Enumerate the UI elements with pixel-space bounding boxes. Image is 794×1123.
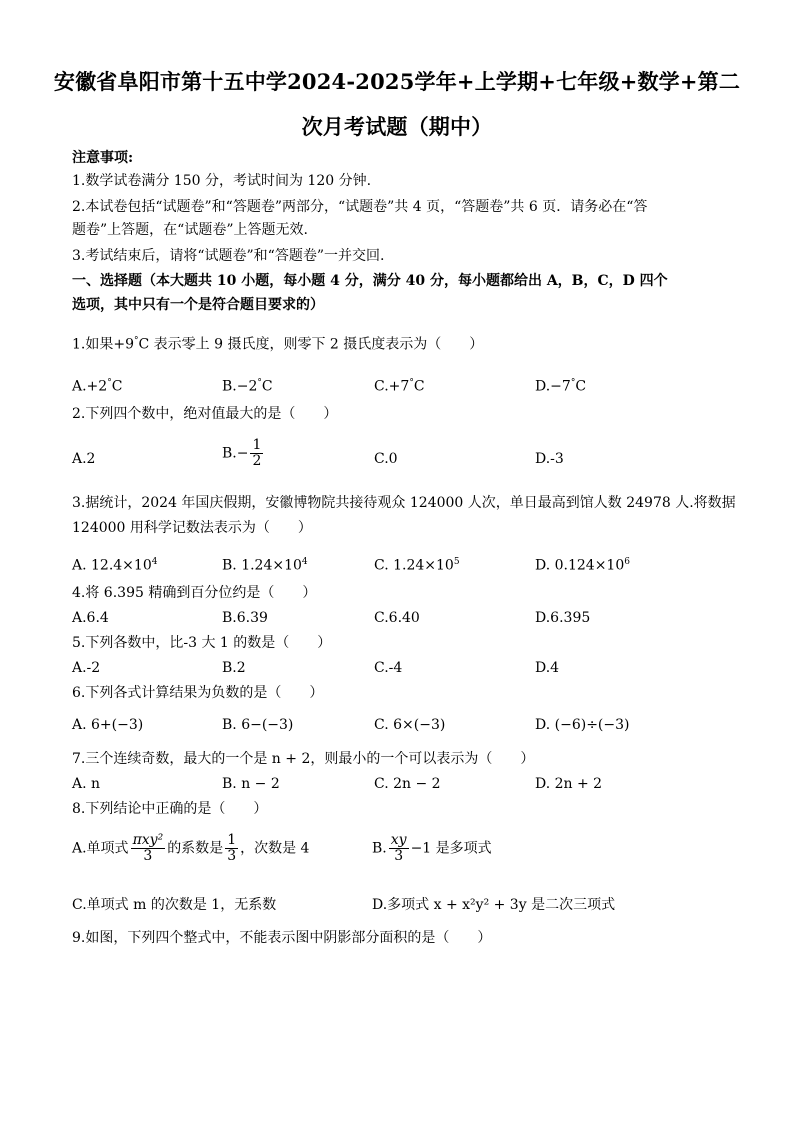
q1-option-b: B.−2°C — [222, 378, 273, 395]
q3-stem-1: 3.据统计，2024 年国庆假期，安徽博物院共接待观众 124000 人次，单日最高到馆人数 24978 人.将数据 — [72, 495, 736, 511]
q6-option-c: C. 6×(−3) — [374, 717, 446, 733]
notice-2: 2.本试卷包括“试题卷”和“答题卷”两部分，“试题卷”共 4 页，“答题卷”共 6 页．请务必在“答 — [72, 199, 648, 215]
q7-option-a: A. n — [72, 776, 101, 792]
q5-stem: 5.下列各数中，比-3 大 1 的数是（ ） — [72, 635, 332, 651]
q3-option-c: C. $1.24\times 10^5$ — [374, 557, 460, 574]
q9-stem: 9.如图，下列四个整式中，不能表示图中阴影部分面积的是（ ） — [72, 930, 492, 946]
notice-1: 1.数学试卷满分 150 分，考试时间为 120 分钟. — [72, 173, 372, 189]
q2-option-a: A.2 — [72, 451, 96, 467]
q8-option-b: B. $\frac{xy}{3}$ −1 是多项式 — [372, 832, 492, 864]
q7-option-d: D. 2n + 2 — [535, 776, 603, 792]
q3-option-b: B. $1.24\times 10^4$ — [222, 557, 308, 574]
q1-option-a: A.+2°C — [72, 378, 123, 395]
notice-3: 3.考试结束后，请将“试题卷”和“答题卷”一并交回. — [72, 248, 385, 264]
q4-option-a: A.6.4 — [72, 610, 109, 626]
q5-option-d: D.4 — [535, 660, 560, 676]
q3-option-a: A. $12.4\times 10^4$ — [72, 557, 158, 574]
section-heading: 一、选择题（本大题共 10 小题，每小题 4 分，满分 40 分，每小题都给出 A，B，C，D 四个 — [72, 273, 668, 289]
q8-option-c: C.单项式 m 的次数是 1，无系数 — [72, 897, 277, 913]
section-heading-cont: 选项，其中只有一个是符合题目要求的） — [72, 297, 324, 313]
q2-stem: 2.下列四个数中，绝对值最大的是（ ） — [72, 406, 338, 422]
q5-option-b: B.2 — [222, 660, 246, 676]
q1-option-d: D.−7°C — [535, 378, 587, 395]
q8-option-a: A.单项式 $\frac{\text{πxy²}}{3}$ 的系数是 $\frac{1}{3}$ ，次数是 4 — [72, 832, 310, 864]
q6-option-a: A. 6+(−3) — [72, 717, 144, 733]
q5-option-a: A.-2 — [72, 660, 101, 676]
q8-option-d: D.多项式 x + x²y² + 3y 是二次三项式 — [372, 897, 616, 913]
q4-option-c: C.6.40 — [374, 610, 420, 626]
q4-stem: 4.将 6.395 精确到百分位约是（ ） — [72, 585, 317, 601]
q2-option-d: D.-3 — [535, 451, 564, 467]
notice-heading: 注意事项: — [72, 150, 134, 166]
q8-stem: 8.下列结论中正确的是（ ） — [72, 801, 268, 817]
title-line-1: 安徽省阜阳市第十五中学2024-2025学年+上学期+七年级+数学+第二 — [53, 69, 741, 94]
q7-stem: 7.三个连续奇数，最大的一个是 n + 2，则最小的一个可以表示为（ ） — [72, 751, 535, 767]
q3-stem-2: 124000 用科学记数法表示为（ ） — [72, 520, 312, 536]
q4-option-b: B.6.39 — [222, 610, 268, 626]
title-line-2: 次月考试题（期中） — [301, 114, 493, 139]
q5-option-c: C.-4 — [374, 660, 403, 676]
q6-option-d: D. (−6)÷(−3) — [535, 717, 630, 733]
q6-stem: 6.下列各式计算结果为负数的是（ ） — [72, 685, 324, 701]
q2-option-c: C.0 — [374, 451, 398, 467]
q6-option-b: B. 6−(−3) — [222, 717, 294, 733]
q7-option-c: C. 2n − 2 — [374, 776, 441, 792]
q3-option-d: D. $0.124\times 10^6$ — [535, 557, 630, 574]
q1-stem: 1.如果+9°C 表示零上 9 摄氏度，则零下 2 摄氏度表示为（ ） — [72, 336, 484, 353]
q4-option-d: D.6.395 — [535, 610, 591, 626]
q1-option-c: C.+7°C — [374, 378, 425, 395]
q7-option-b: B. n − 2 — [222, 776, 280, 792]
notice-2-cont: 题卷”上答题，在“试题卷”上答题无效. — [72, 222, 308, 238]
q2-option-b: B.− $\frac{1}{2}$ — [222, 437, 262, 469]
